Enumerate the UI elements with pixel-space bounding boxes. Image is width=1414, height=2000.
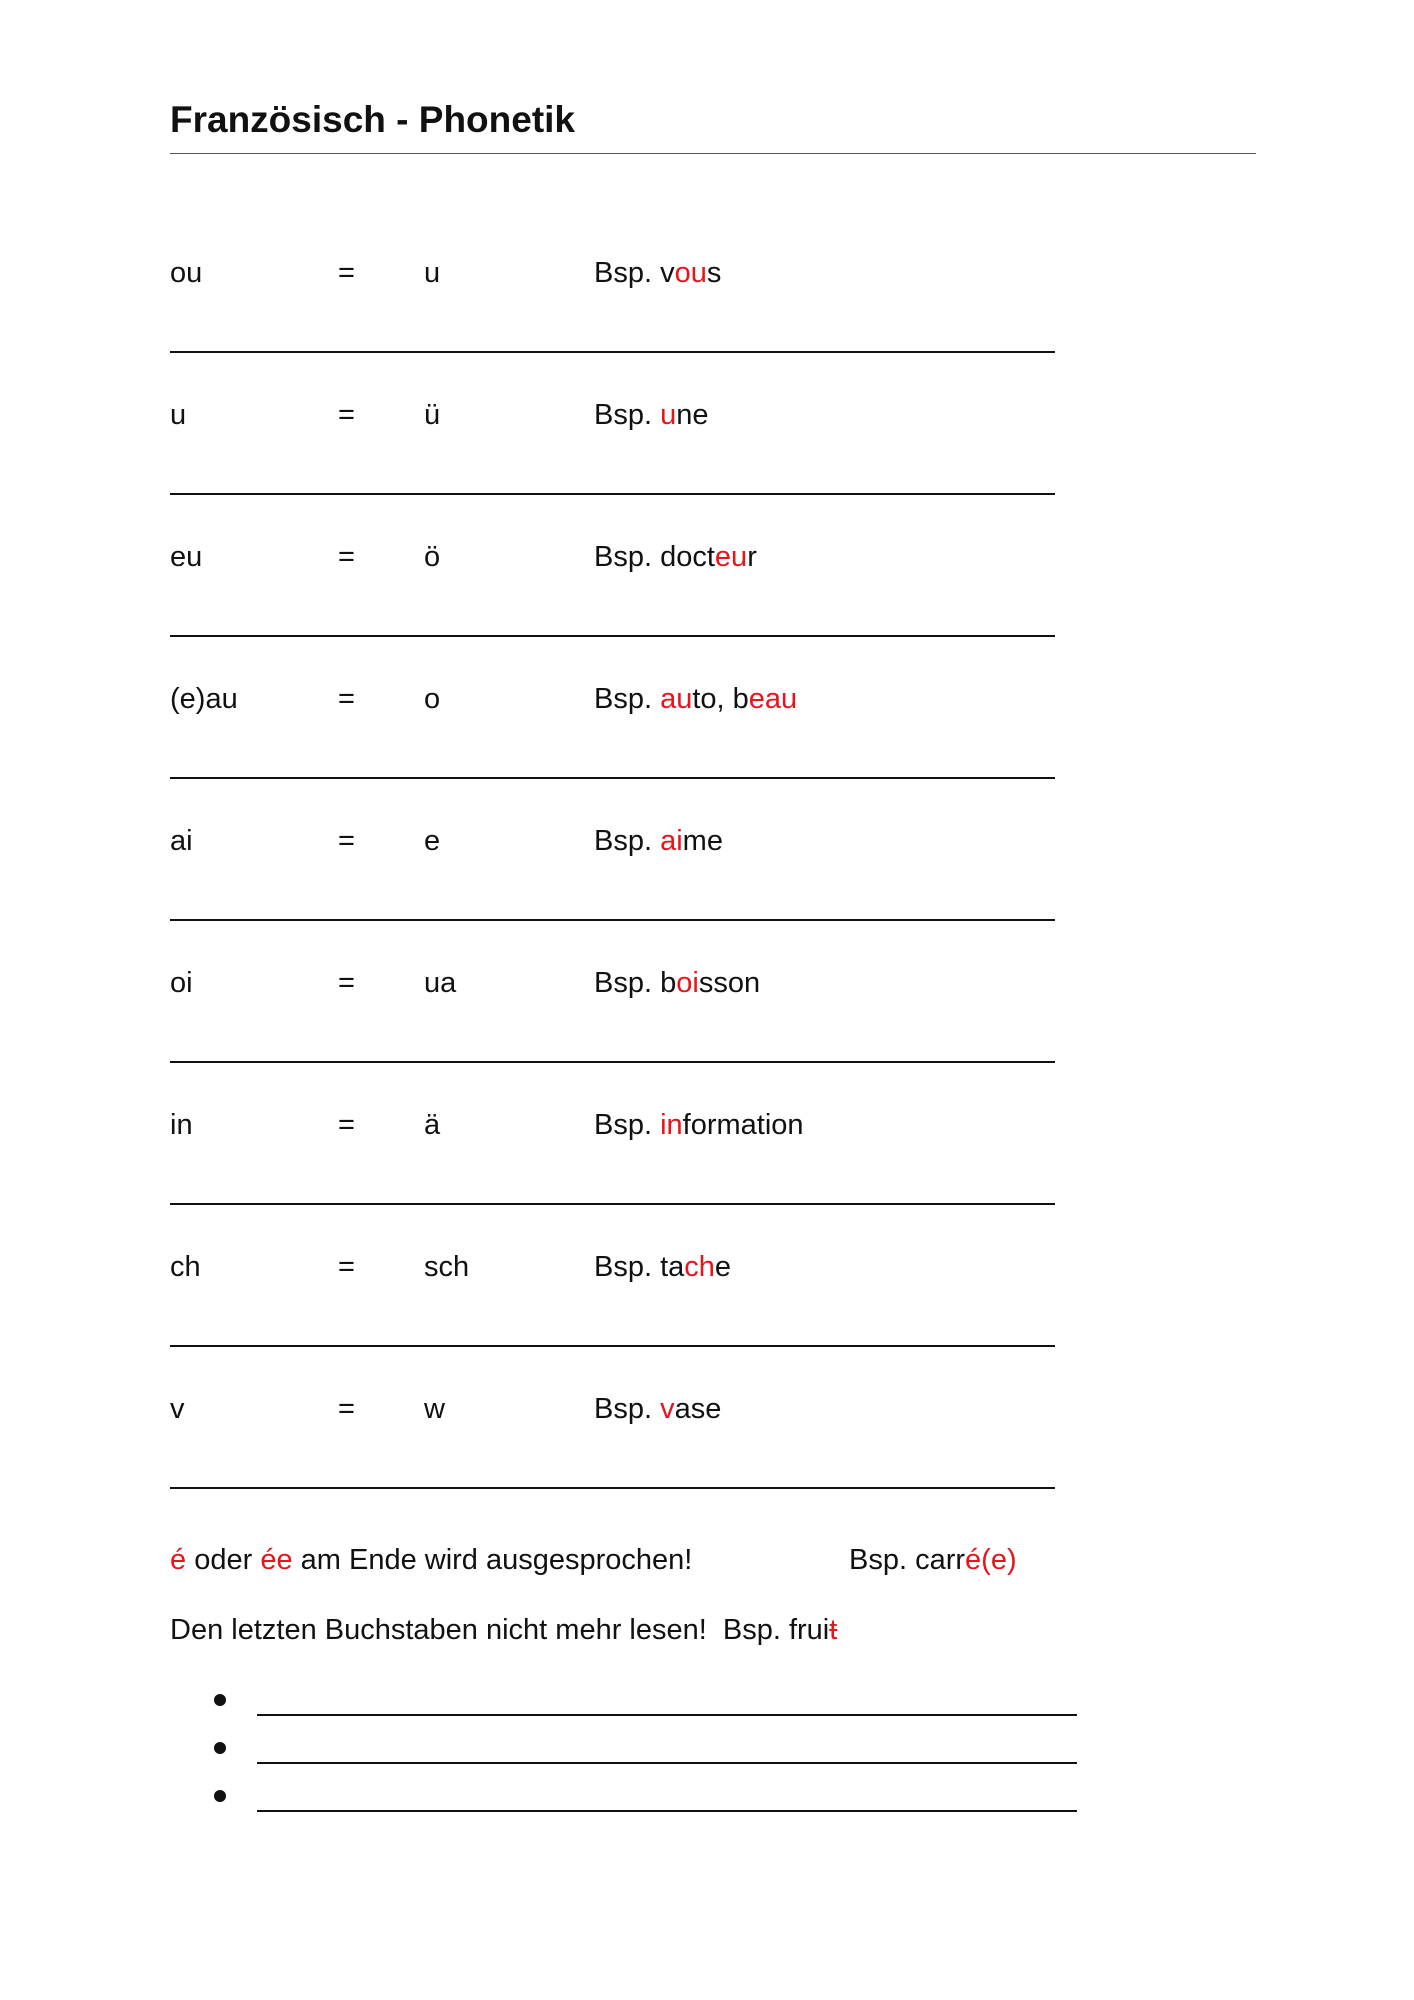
page-title: Französisch - Phonetik: [170, 99, 576, 140]
example-prefix: Bsp.: [594, 257, 653, 289]
phonetic-sound: e: [424, 825, 441, 857]
phonetic-sound: sch: [424, 1251, 470, 1283]
bullet-writing-line: [257, 1810, 1077, 1812]
bullet-dot-icon: [214, 1742, 226, 1754]
example-word: [594, 253, 721, 293]
writing-line: [170, 493, 1055, 495]
example-text: r: [747, 541, 757, 573]
title-divider: [170, 153, 1256, 154]
phonetic-letters: ai: [170, 825, 193, 857]
note-accent-e-example: [849, 1540, 1017, 1580]
note-silent-letter-struck-letter: t: [829, 1614, 838, 1646]
note-accent-e-example-text: Bsp. carr: [849, 1544, 966, 1576]
writing-line: [170, 1203, 1055, 1205]
example-word: [594, 395, 709, 435]
phonetic-sound: o: [424, 683, 441, 715]
example-text: to, b: [692, 683, 749, 715]
example-text: me: [682, 825, 723, 857]
writing-line: [170, 1345, 1055, 1347]
note-silent-letter-example-text: Bsp. frui: [722, 1614, 830, 1646]
writing-line: [170, 1061, 1055, 1063]
example-text: e: [714, 1251, 732, 1283]
phonetic-letters: in: [170, 1109, 193, 1141]
note-accent-e-text-2: am Ende wird ausgesprochen!: [292, 1544, 693, 1576]
phonetic-sound: ä: [424, 1109, 441, 1141]
example-word: [594, 537, 757, 577]
equals-sign: =: [338, 1109, 355, 1141]
example-word: [594, 1105, 804, 1145]
bullet-writing-line: [257, 1714, 1077, 1716]
example-highlight: oi: [676, 967, 699, 999]
example-text: sson: [698, 967, 761, 999]
example-highlight: u: [660, 399, 677, 431]
example-text: b: [660, 967, 677, 999]
phonetic-letters: ch: [170, 1251, 201, 1283]
example-text: ase: [674, 1393, 722, 1425]
equals-sign: =: [338, 683, 355, 715]
phonetic-sound: u: [424, 257, 441, 289]
example-highlight: au: [660, 683, 693, 715]
phonetic-letters: oi: [170, 967, 193, 999]
example-text: doct: [660, 541, 715, 573]
example-word: [594, 821, 723, 861]
example-prefix: Bsp.: [594, 683, 653, 715]
note-accent-e-text-1: oder: [186, 1544, 261, 1576]
phonetic-letters: v: [170, 1393, 185, 1425]
phonetic-sound: ü: [424, 399, 441, 431]
writing-line: [170, 351, 1055, 353]
example-word: [594, 1247, 731, 1287]
note-silent-letter: [170, 1610, 837, 1650]
example-prefix: Bsp.: [594, 825, 653, 857]
writing-line: [170, 919, 1055, 921]
example-text: ne: [676, 399, 709, 431]
example-prefix: Bsp.: [594, 1393, 653, 1425]
phonetic-sound: ö: [424, 541, 441, 573]
example-prefix: Bsp.: [594, 967, 653, 999]
note-accent-e: [170, 1540, 1017, 1580]
example-highlight: eu: [714, 541, 748, 573]
example-prefix: Bsp.: [594, 1251, 653, 1283]
example-highlight: ai: [660, 825, 683, 857]
example-highlight: v: [660, 1393, 675, 1425]
equals-sign: =: [338, 1393, 355, 1425]
note-silent-letter-text: Den letzten Buchstaben nicht mehr lesen!: [170, 1614, 707, 1646]
note-silent-letter-example: [723, 1614, 837, 1646]
writing-line: [170, 635, 1055, 637]
bullet-item: [210, 1774, 1080, 1814]
phonetic-letters: ou: [170, 257, 203, 289]
example-word: [594, 679, 797, 719]
example-text: v: [660, 257, 675, 289]
equals-sign: =: [338, 257, 355, 289]
example-prefix: Bsp.: [594, 541, 653, 573]
example-text: formation: [682, 1109, 804, 1141]
example-highlight: ou: [674, 257, 707, 289]
example-highlight: eau: [748, 683, 798, 715]
example-text: ta: [660, 1251, 685, 1283]
example-text: s: [706, 257, 722, 289]
phonetic-sound: ua: [424, 967, 457, 999]
bullet-item: [210, 1678, 1080, 1718]
equals-sign: =: [338, 541, 355, 573]
bullet-dot-icon: [214, 1694, 226, 1706]
equals-sign: =: [338, 399, 355, 431]
note-accent-e-red-1: é: [170, 1544, 187, 1576]
note-accent-e-red-2: ée: [260, 1544, 293, 1576]
bullet-dot-icon: [214, 1790, 226, 1802]
example-highlight: in: [660, 1109, 683, 1141]
bullet-writing-line: [257, 1762, 1077, 1764]
writing-line: [170, 1487, 1055, 1489]
equals-sign: =: [338, 967, 355, 999]
example-prefix: Bsp.: [594, 399, 653, 431]
bullet-item: [210, 1726, 1080, 1766]
equals-sign: =: [338, 825, 355, 857]
note-accent-e-example-red: é(e): [965, 1544, 1017, 1576]
example-prefix: Bsp.: [594, 1109, 653, 1141]
example-word: [594, 963, 760, 1003]
equals-sign: =: [338, 1251, 355, 1283]
phonetic-letters: (e)au: [170, 683, 238, 715]
example-highlight: ch: [684, 1251, 715, 1283]
example-word: [594, 1389, 721, 1429]
phonetic-letters: eu: [170, 541, 203, 573]
phonetic-sound: w: [424, 1393, 445, 1425]
writing-line: [170, 777, 1055, 779]
phonetic-letters: u: [170, 399, 187, 431]
